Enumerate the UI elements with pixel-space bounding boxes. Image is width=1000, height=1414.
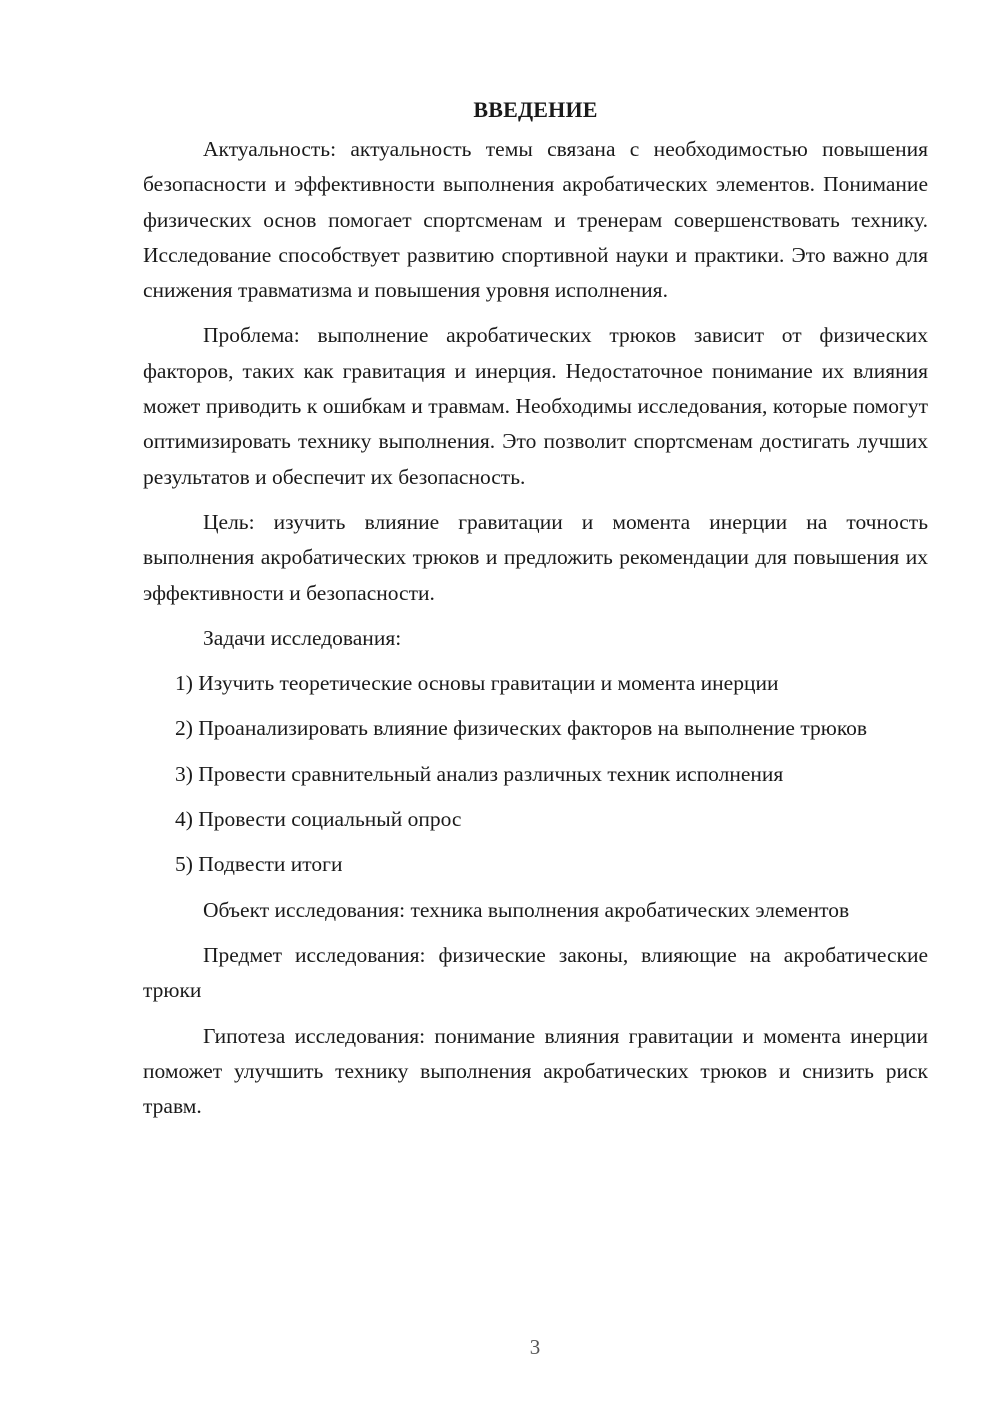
task-item-3: 3) Провести сравнительный анализ различных техник исполнения — [175, 761, 784, 786]
paragraph-problem: Проблема: выполнение акробатических трюков зависит от физических факторов, таких как гравитация и инерция. Недостаточное понимание их влияния может приводить к ошибкам и травмам. Необходимы исследования, которые помогут оптимизировать технику выполнения. Это позволит спортсменам достигать лучших результатов и обеспечит их безопасность. — [143, 323, 928, 489]
document-title: ВВЕДЕНИЕ — [473, 97, 598, 122]
task-item-5: 5) Подвести итоги — [175, 852, 343, 877]
task-item-2: 2) Проанализировать влияние физических факторов на выполнение трюков — [175, 716, 868, 741]
paragraph-hypothesis: Гипотеза исследования: понимание влияния гравитации и момента инерции поможет улучшить технику выполнения акробатических трюков и снизить риск травм. — [143, 1023, 928, 1119]
paragraph-subject: Предмет исследования: физические законы, влияющие на акробатические трюки — [143, 942, 928, 1003]
paragraph-tasks-heading: Задачи исследования: — [203, 625, 402, 650]
page-content — [143, 92, 928, 1124]
paragraph-goal: Цель: изучить влияние гравитации и момента инерции на точность выполнения акробатических трюков и предложить рекомендации для повышения их эффективности и безопасности. — [143, 509, 928, 605]
page-number: 3 — [529, 1335, 541, 1359]
paragraph-object: Объект исследования: техника выполнения акробатических элементов — [203, 897, 850, 922]
paragraph-relevance: Актуальность: актуальность темы связана с необходимостью повышения безопасности и эффективности выполнения акробатических элементов. Понимание физических основ помогает спортсменам и тренерам совершенствовать технику. Исследование способствует развитию спортивной науки и практики. Это важно для снижения травматизма и повышения уровня исполнения. — [143, 137, 928, 303]
task-item-4: 4) Провести социальный опрос — [175, 807, 462, 832]
task-item-1: 1) Изучить теоретические основы гравитации и момента инерции — [175, 671, 779, 696]
